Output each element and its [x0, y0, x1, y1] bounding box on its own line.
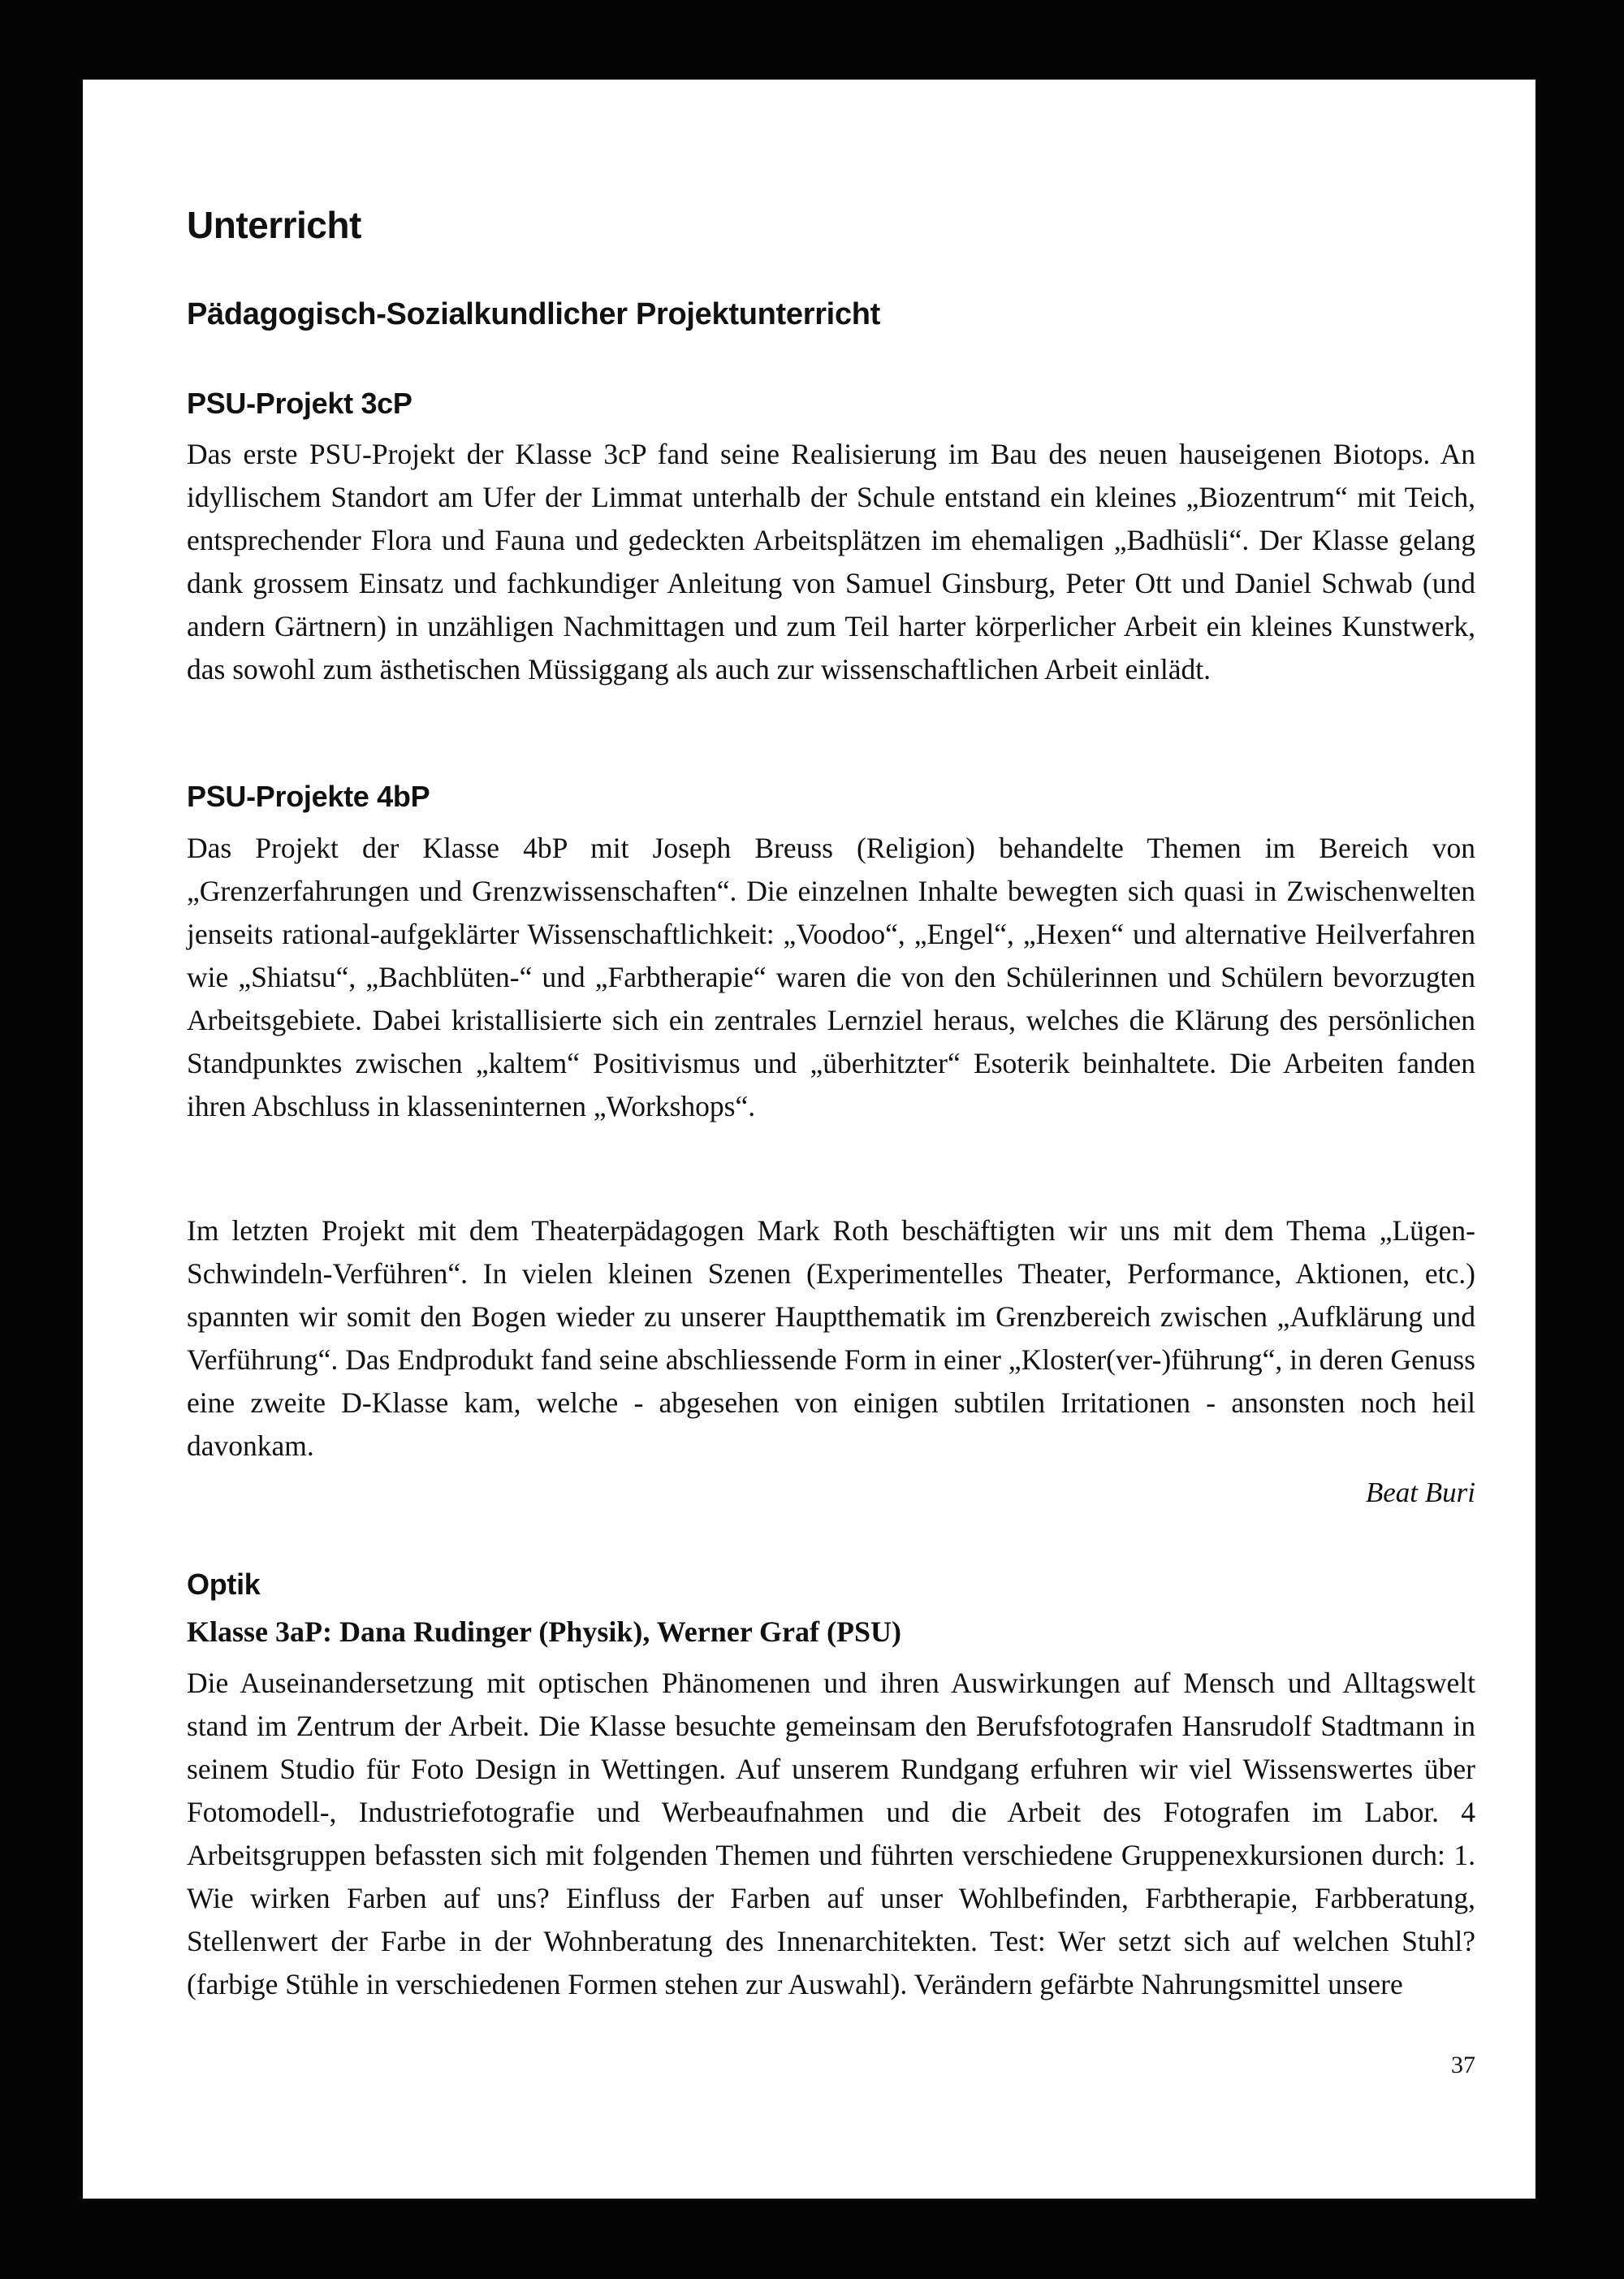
heading-psu-3cp: PSU-Projekt 3cP [187, 387, 412, 420]
paragraph-psu-3cp: Das erste PSU-Projekt der Klasse 3cP fand seine Realisierung im Bau des neuen hauseigenen Biotops. An idyllischem Standort am Ufer der Limmat unterhalb der Schule entstand ein kleines „Biozentrum“ mit Teich, entsprechender Flora und Fauna und gedeckten Arbeitsplätzen im ehemaligen „Badhüsli“. Der Klasse gelang dank grossem Einsatz und fachkundiger Anleitung von Samuel Ginsburg, Peter Ott und Daniel Schwab (und andern Gärtnern) in unzähligen Nachmittagen und zum Teil harter körperlicher Arbeit ein kleines Kunstwerk, das sowohl zum ästhetischen Müssiggang als auch zur wissenschaftlichen Arbeit einlädt. [187, 438, 1475, 685]
heading-psu-4bp: PSU-Projekte 4bP [187, 780, 430, 813]
page-number: 37 [1451, 2052, 1475, 2078]
section-title: Unterricht [187, 204, 361, 246]
document-page [83, 80, 1535, 2199]
paragraph-psu-4bp-1: Das Projekt der Klasse 4bP mit Joseph Breuss (Religion) behandelte Themen im Bereich von „Grenzerfahrungen und Grenzwissenschaften“. Die einzelnen Inhalte bewegten sich quasi in Zwischenwelten jenseits rational-aufgeklärter Wissenschaftlichkeit: „Voodoo“, „Engel“, „Hexen“ und alternative Heilverfahren wie „Shiatsu“, „Bachblüten-“ und „Farbtherapie“ waren die von den Schülerinnen und Schülern bevorzugten Arbeitsgebiete. Dabei kristallisierte sich ein zentrales Lernziel heraus, welches die Klärung des persönlichen Standpunktes zwischen „kaltem“ Positivismus und „überhitzter“ Esoterik beinhaltete. Die Arbeiten fanden ihren Abschluss in klasseninternen „Workshops“. [187, 832, 1475, 1122]
subheading-klasse-3ap: Klasse 3aP: Dana Rudinger (Physik), Werner Graf (PSU) [187, 1615, 901, 1648]
paragraph-psu-4bp-2: Im letzten Projekt mit dem Theaterpädagogen Mark Roth beschäftigten wir uns mit dem Thema „Lügen-Schwindeln-Verführen“. In vielen kleinen Szenen (Experimentelles Theater, Performance, Aktionen, etc.) spannten wir somit den Bogen wieder zu unserer Hauptthematik im Grenzbereich zwischen „Aufklärung und Verführung“. Das Endprodukt fand seine abschliessende Form in einer „Kloster(ver-)führung“, in deren Genuss eine zweite D-Klasse kam, welche - abgesehen von einigen subtilen Irritationen - ansonsten noch heil davonkam. [187, 1214, 1475, 1462]
paragraph-optik: Die Auseinandersetzung mit optischen Phänomenen und ihren Auswirkungen auf Mensch und Alltagswelt stand im Zentrum der Arbeit. Die Klasse besuchte gemeinsam den Berufsfotografen Hansrudolf Stadtmann in seinem Studio für Foto Design in Wettingen. Auf unserem Rundgang erfuhren wir viel Wissenswertes über Fotomodell-, Industriefotografie und Werbeaufnahmen und die Arbeit des Fotografen im Labor. 4 Arbeitsgruppen befassten sich mit folgenden Themen und führten verschiedene Gruppenexkursionen durch: 1. Wie wirken Farben auf uns? Einfluss der Farben auf unser Wohlbefinden, Farbtherapie, Farbberatung, Stellenwert der Farbe in der Wohnberatung des Innenarchitekten. Test: Wer setzt sich auf welchen Stuhl? (farbige Stühle in verschiedenen Formen stehen zur Auswahl). Verändern gefärbte Nahrungsmittel unsere [187, 1667, 1475, 2000]
subsection-title: Pädagogisch-Sozialkundlicher Projektunterricht [187, 297, 881, 331]
heading-optik: Optik [187, 1568, 261, 1601]
author-signature: Beat Buri [1365, 1477, 1475, 1508]
